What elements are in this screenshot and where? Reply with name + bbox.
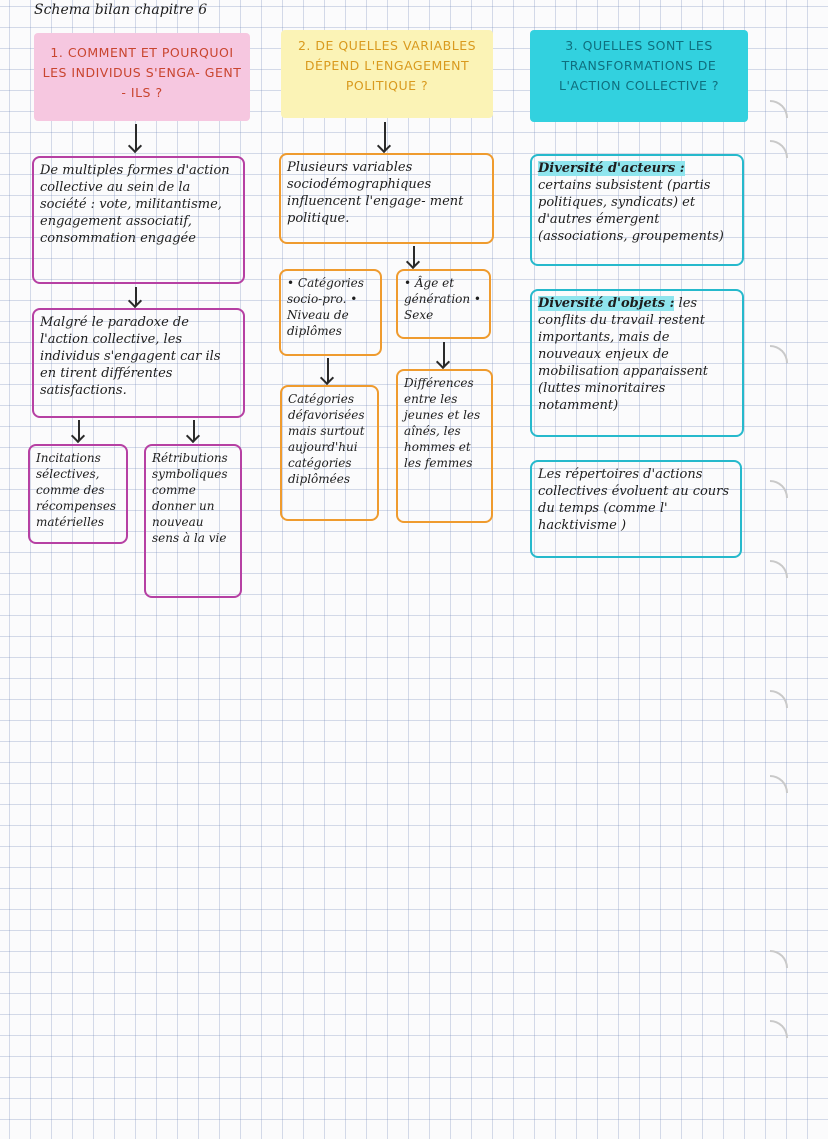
binder-mark (770, 140, 788, 158)
box-variables: Plusieurs variables sociodémographiques influencent l'engage- ment politique. (279, 153, 494, 244)
box-diversite-acteurs (530, 154, 744, 266)
heading-question-3: 3. QUELLES SONT LES TRANSFORMATIONS DE L'ACTION COLLECTIVE ? (530, 30, 748, 122)
box-paradox: Malgré le paradoxe de l'action collective, les individus s'engagent car ils en tirent différentes satisfactions. (32, 308, 245, 418)
acteurs-title: Diversité d'acteurs : (538, 161, 685, 176)
box-incitations: Incitations sélectives, comme des récompenses matérielles (28, 444, 128, 544)
binder-mark (770, 775, 788, 793)
heading-question-1: 1. COMMENT ET POURQUOI LES INDIVIDUS S'ENGA- GENT - ILS ? (34, 33, 250, 121)
page-title: Schema bilan chapitre 6 (34, 2, 208, 18)
binder-mark (770, 560, 788, 578)
arrow-1c (78, 420, 80, 440)
box-categories-defavorisees: Catégories défavorisées mais surtout aujourd'hui catégories diplômées (280, 385, 379, 521)
arrow-1b (135, 287, 137, 305)
arrow-2a (384, 122, 386, 150)
binder-mark (770, 100, 788, 118)
binder-mark (770, 950, 788, 968)
arrow-2c (327, 358, 329, 382)
objets-body: les conflits du travail restent importants, mais de nouveaux enjeux de mobilisation apparaissent (luttes minoritaires notamment) (538, 296, 708, 413)
box-retributions: Rétributions symboliques comme donner un nouveau sens à la vie (144, 444, 242, 598)
box-differences: Différences entre les jeunes et les aînés, les hommes et les femmes (396, 369, 493, 523)
box-age-sexe: • Âge et génération • Sexe (396, 269, 491, 339)
binder-mark (770, 690, 788, 708)
binder-mark (770, 1020, 788, 1038)
box-diversite-objets (530, 289, 744, 437)
arrow-2d (443, 342, 445, 366)
box-forms-action-collective: De multiples formes d'action collective au sein de la société : vote, militantisme, engagement associatif, consommation engagée (32, 156, 245, 284)
arrow-1a (135, 124, 137, 150)
box-categories-diplomes: • Catégories socio-pro. • Niveau de diplômes (279, 269, 382, 356)
heading-question-2: 2. DE QUELLES VARIABLES DÉPEND L'ENGAGEMENT POLITIQUE ? (281, 30, 493, 118)
arrow-2b (413, 246, 415, 266)
binder-mark (770, 345, 788, 363)
box-repertoires: Les répertoires d'actions collectives évoluent au cours du temps (comme l' hacktivisme ) (530, 460, 742, 558)
acteurs-body: certains subsistent (partis politiques, syndicats) et d'autres émergent (associations, groupements) (538, 178, 724, 244)
objets-title: Diversité d'objets : (538, 296, 675, 311)
binder-mark (770, 480, 788, 498)
arrow-1d (193, 420, 195, 440)
